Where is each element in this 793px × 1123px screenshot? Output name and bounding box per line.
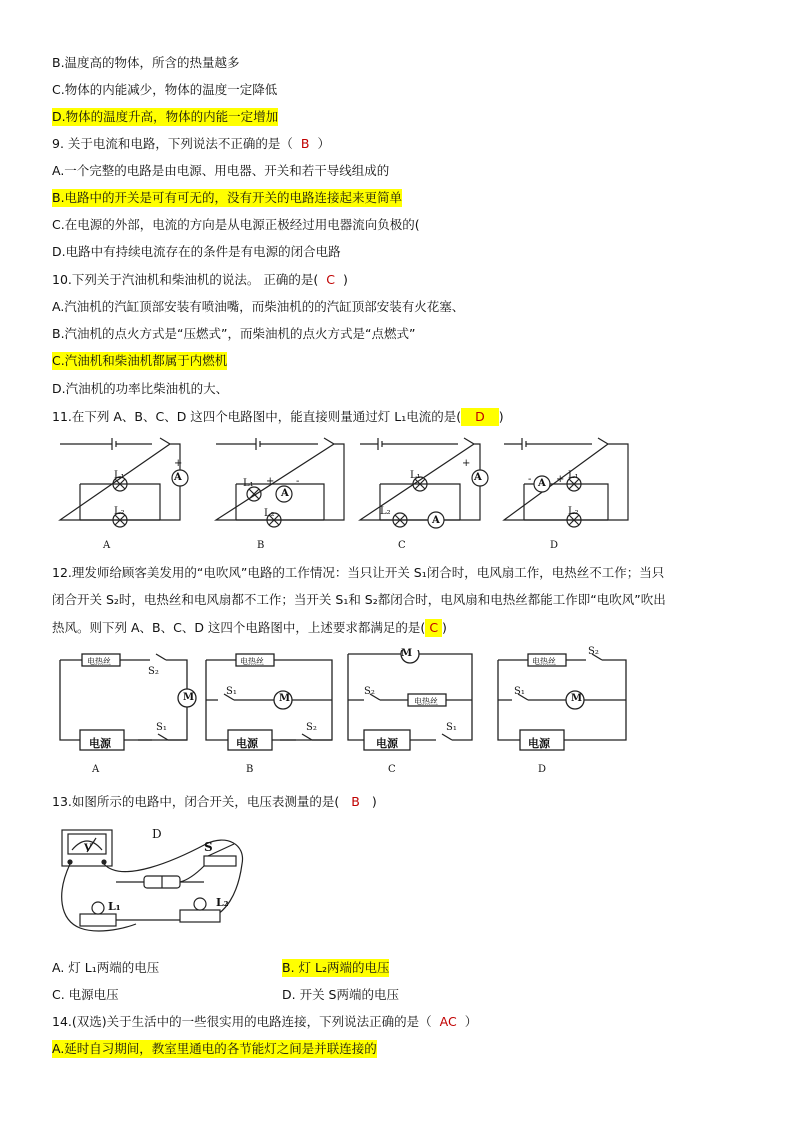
q11-label-c: C [398, 540, 406, 551]
q11-answer: D [461, 408, 499, 426]
q11c-lamp1: L₁ [410, 470, 421, 481]
q11b-lamp2: L₂ [264, 508, 275, 519]
q12-label-b: B [246, 764, 254, 775]
q12c-motor: M [401, 648, 413, 659]
q12-stem-line-3: 热风。则下列 A、B、C、D 这四个电路图中，上述要求都满足的是( C ) [52, 620, 447, 635]
q12-label-c: C [388, 764, 396, 775]
q13-label-l1: L₁ [108, 900, 121, 913]
q12c-s1: S₁ [446, 722, 457, 733]
q13-voltmeter-v: V [84, 843, 92, 854]
q9-option-a: A.一个完整的电路是由电源、用电器、开关和若干导线组成的 [52, 163, 390, 178]
q11-label-d: D [550, 540, 559, 551]
q10-option-c-highlighted: C.汽油机和柴油机都属于内燃机 [52, 353, 228, 368]
q10-option-b: B.汽油机的点火方式是“压燃式”，而柴油机的点火方式是“点燃式” [52, 326, 416, 341]
q13-option-b-highlighted: B. 灯 L₂两端的电压 [282, 960, 390, 975]
q11-circuit-d [504, 438, 628, 527]
q12a-heater: 电热丝 [87, 657, 111, 666]
q12d-s2: S₂ [588, 646, 599, 657]
q8-option-b: B.温度高的物体，所含的热量越多 [52, 55, 240, 70]
q12-stem-line-1: 12.理发师给顾客美发用的“电吹风”电路的工作情况：当只让开关 S₁闭合时，电风扇工作，电热丝不工作；当只 [52, 565, 665, 580]
q11d-plus: + [556, 474, 565, 485]
q11b-plus: + [266, 476, 275, 487]
q12b-motor: M [279, 693, 291, 704]
q11-label-b: B [257, 540, 265, 551]
q12-circuit-c [348, 650, 472, 750]
q12a-motor: M [183, 692, 195, 703]
q13-answer: B [351, 794, 360, 809]
q12a-s2: S₂ [148, 666, 159, 677]
q8-option-c: C.物体的内能减少，物体的温度一定降低 [52, 82, 278, 97]
q12-label-a: A [92, 764, 100, 775]
q12d-heater: 电热丝 [532, 657, 556, 666]
q12c-s2: S₂ [364, 686, 375, 697]
q12b-heater: 电热丝 [240, 657, 264, 666]
battery-icon [144, 876, 180, 888]
q12b-s2: S₂ [306, 722, 317, 733]
q12-answer: C [425, 619, 442, 637]
q13-option-c: C. 电源电压 [52, 987, 119, 1002]
q10-answer: C [326, 272, 335, 287]
q11c-lamp2: L₂ [380, 506, 391, 517]
q8-option-d-highlighted: D.物体的温度升高，物体的内能一定增加 [52, 109, 279, 124]
q12d-source: 电源 [528, 737, 550, 750]
q12-label-d: D [538, 764, 547, 775]
q10-option-d: D.汽油机的功率比柴油机的大、 [52, 381, 229, 396]
q11d-minus: - [528, 474, 532, 485]
q9-option-b-highlighted: B.电路中的开关是可有可无的，没有开关的电路连接起来更简单 [52, 190, 403, 205]
q11a-plus: + [174, 458, 183, 469]
q12d-s1: S₁ [514, 686, 525, 697]
q11a-lamp2: L₂ [114, 506, 125, 517]
q13-stem: 13.如图所示的电路中，闭合开关，电压表测量的是( B ) [52, 794, 377, 809]
q11c-ammeter2-symbol: A [474, 472, 482, 483]
q14-stem: 14.(双选)关于生活中的一些很实用的电路连接，下列说法正确的是（ AC ） [52, 1014, 478, 1029]
q13-option-a: A. 灯 L₁两端的电压 [52, 960, 160, 975]
q12-circuit-b [206, 654, 332, 750]
q11a-lamp1: L₁ [114, 470, 125, 481]
q12a-source: 电源 [89, 737, 111, 750]
q13-label-d: D [152, 827, 162, 841]
q11-stem: 11.在下列 A、B、C、D 这四个电路图中，能直接则量通过灯 L₁电流的是( D ) [52, 409, 504, 424]
q13-label-s: S [204, 840, 213, 854]
q11c-plus: + [462, 458, 471, 469]
q12b-s1: S₁ [226, 686, 237, 697]
q12c-heater: 电热丝 [414, 697, 438, 706]
q12c-source: 电源 [376, 737, 398, 750]
q11c-ammeter-symbol: A [432, 515, 440, 526]
q13-option-d: D. 开关 S两端的电压 [282, 987, 399, 1002]
q13-circuit-picture [56, 824, 256, 944]
q11b-ammeter-symbol: A [281, 488, 289, 499]
q11-label-a: A [103, 540, 111, 551]
q12-stem-line-2: 闭合开关 S₂时，电热丝和电风扇都不工作；当开关 S₁和 S₂都闭合时，电风扇和电热丝都能工作即“电吹风”吹出 [52, 592, 666, 607]
q11d-lamp1: L₁ [568, 470, 579, 481]
q14-answer: AC [439, 1014, 457, 1029]
q12a-s1: S₁ [156, 722, 167, 733]
q11-circuit-diagrams [52, 436, 692, 556]
lamp-l2-icon [180, 898, 220, 922]
q11b-lamp1: L₁ [243, 478, 254, 489]
q11-circuit-b [216, 438, 344, 527]
q9-option-d: D.电路中有持续电流存在的条件是有电源的闭合电路 [52, 244, 341, 259]
q11b-minus: - [296, 476, 300, 487]
q14-option-a-highlighted: A.延时自习期间，教室里通电的各节能灯之间是并联连接的 [52, 1041, 377, 1056]
q11a-ammeter-symbol: A [174, 472, 182, 483]
q10-stem: 10.下列关于汽油机和柴油机的说法。 正确的是( C ) [52, 272, 348, 287]
q11d-lamp2: L₂ [568, 506, 579, 517]
q12d-motor: M [571, 693, 583, 704]
q9-answer: B [300, 136, 310, 151]
q12b-source: 电源 [236, 737, 258, 750]
q12-circuit-a [60, 654, 196, 750]
q10-option-a: A.汽油机的汽缸顶部安装有喷油嘴，而柴油机的的汽缸顶部安装有火花塞、 [52, 299, 465, 314]
q9-stem: 9. 关于电流和电路，下列说法不正确的是（ B ） [52, 136, 330, 151]
q13-label-l2: L₂ [216, 896, 229, 909]
q9-option-c: C.在电源的外部，电流的方向是从电源正极经过用电器流向负极的( [52, 217, 420, 232]
q12-circuit-d [498, 654, 626, 750]
q11d-ammeter-symbol: A [538, 478, 546, 489]
